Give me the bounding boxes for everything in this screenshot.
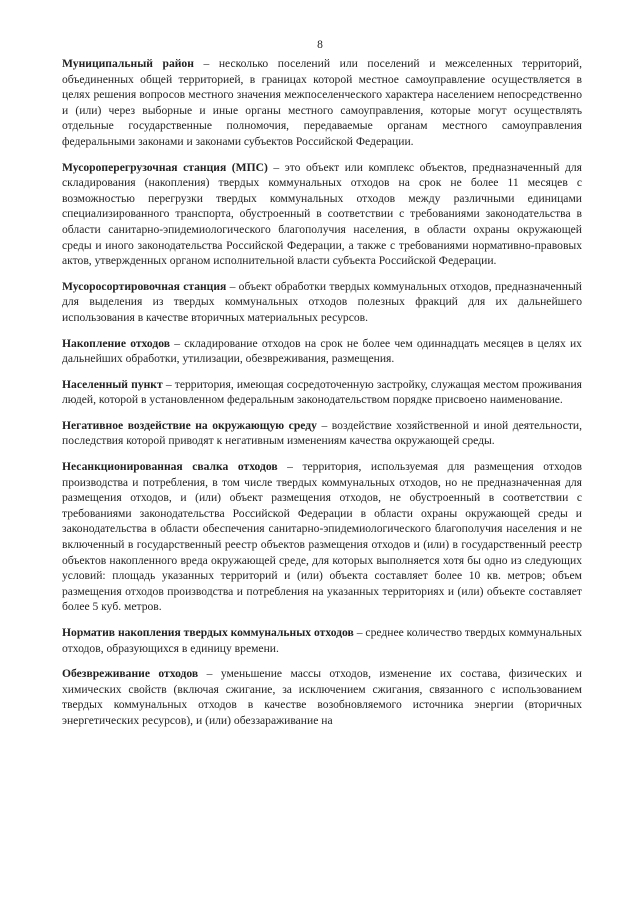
glossary-term: Мусоросортировочная станция	[62, 279, 227, 293]
glossary-definition: – объект обработки твердых коммунальных отходов, предназначенный для выделения из твердых коммунальных отходов полезных фракций для их дальнейшего использования в качестве вторичных материальных ресурсов.	[62, 279, 582, 324]
glossary-definition: – складирование отходов на срок не более чем одиннадцать месяцев в целях их дальнейших обработки, утилизации, обезвреживания, размещения.	[62, 336, 582, 366]
glossary-entry	[62, 625, 582, 656]
glossary-term: Негативное воздействие на окружающую среду	[62, 418, 317, 432]
glossary-term: Норматив накопления твердых коммунальных отходов	[62, 626, 354, 639]
glossary-term: Населенный пункт	[62, 377, 163, 391]
glossary-definition: – воздействие хозяйственной и иной деятельности, последствия которой приводят к негативным изменениям качества окружающей среды.	[62, 418, 582, 448]
glossary-entry	[62, 160, 582, 269]
glossary-content	[62, 56, 582, 739]
glossary-entry	[62, 377, 582, 408]
glossary-definition: – среднее количество твердых коммунальных отходов, образующихся в единицу времени.	[62, 626, 582, 655]
glossary-entry	[62, 418, 582, 449]
glossary-entry	[62, 666, 582, 728]
glossary-term: Муниципальный район	[62, 57, 194, 70]
glossary-term: Обезвреживание отходов	[62, 667, 199, 681]
glossary-entry	[62, 56, 582, 150]
glossary-entry	[62, 279, 582, 326]
glossary-definition: – несколько поселений или поселений и межселенных территорий, объединенных общей территорией, в границах которой местное самоуправление осуществляется в целях решения вопросов местного значения межпоселенческого характера населением непосредственно и (или) через выборные и иные органы местного самоуправления, которые могут осуществлять отдельные государственные полномочия, передаваемые органам местного самоуправления федеральными законами и законами субъектов Российской Федерации.	[62, 57, 583, 148]
glossary-definition: – уменьшение массы отходов, изменение их состава, физических и химических свойств (включая сжигание, за исключением сжигания, связанного с использованием твердых коммунальных отходов в качестве возобновляемого источника энергии (вторичных энергетических ресурсов), и (или) обеззараживание на	[62, 667, 582, 727]
glossary-entry	[62, 459, 582, 615]
glossary-definition: – территория, используемая для размещения отходов производства и потребления, в том числе твердых коммунальных отходов, но не предназначенная для размещения отходов, и (или) объект размещения отходов, не обустроенный в соответствии с требованиями законодательства Российской Федерации в области охраны окружающей среды и законодательства в области обеспечения санитарно-эпидемиологического благополучия населения и не включенный в государственный реестр объектов размещения отходов и (или) в государственный реестр объектов накопленного вреда окружающей среде, для которых выполняется хотя бы одно из следующих условий: площадь указанных территорий и (или) объекта составляет более 10 кв. метров; объем размещения отходов производства и потребления на указанных территориях и (или) объекте составляет более 5 куб. метров.	[62, 460, 582, 614]
glossary-entry	[62, 336, 582, 367]
glossary-term: Накопление отходов	[62, 336, 170, 350]
glossary-definition: – это объект или комплекс объектов, предназначенный для складирования (накопления) твердых коммунальных отходов на срок не более 11 месяцев с возможностью перегрузки твердых коммунальных отходов между различными единицами специализированного транспорта, обустроенный в соответствии с требованиями законодательства в области санитарно-эпидемиологического благополучия населения, в области охраны окружающей среды и иного законодательства Российской Федерации, а также с требованиями нормативно-правовых актов, утвержденных органом исполнительной власти субъекта Российской Федерации.	[62, 160, 582, 268]
glossary-term: Мусороперегрузочная станция (МПС)	[62, 160, 268, 174]
page-number: 8	[317, 39, 323, 51]
glossary-term: Несанкционированная свалка отходов	[62, 460, 278, 474]
glossary-definition: – территория, имеющая сосредоточенную застройку, служащая местом проживания людей, которой в установленном федеральным законодательством порядке присвоено наименование.	[62, 377, 582, 407]
